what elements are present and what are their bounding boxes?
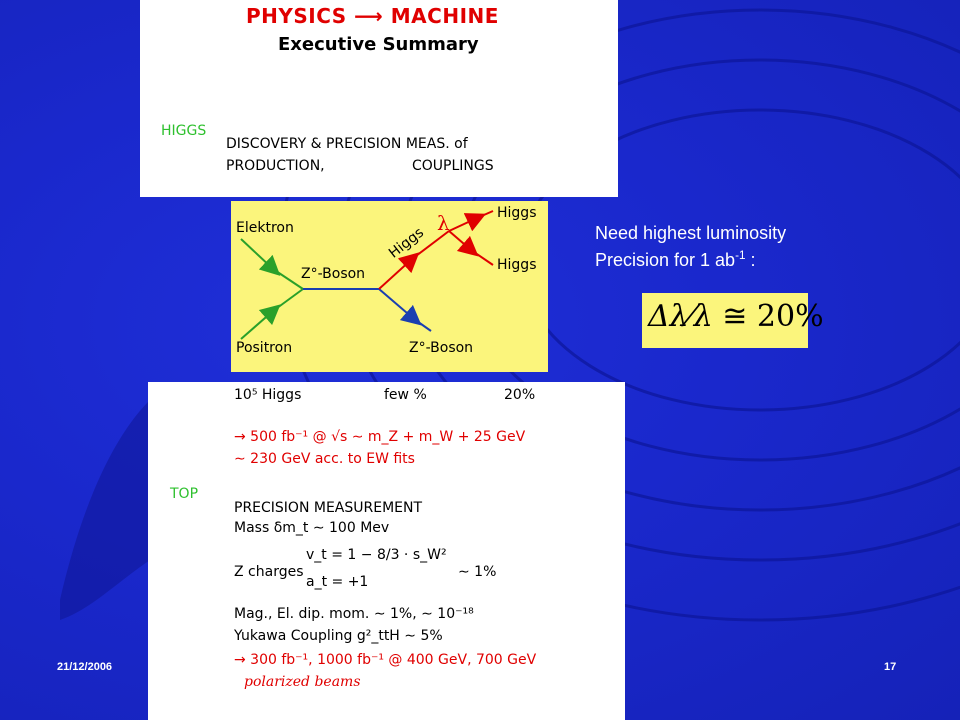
top-quark-panel xyxy=(148,382,625,720)
executive-summary-panel xyxy=(140,0,618,197)
precision-note-sup: -1 xyxy=(735,249,746,262)
precision-note xyxy=(595,249,756,271)
precision-note-text: Precision for 1 ab xyxy=(595,250,736,270)
polarized-beams: polarized beams xyxy=(244,674,361,690)
lambda-label: λ xyxy=(437,211,450,235)
higgs-out-1-label: Higgs xyxy=(497,205,537,221)
higgs-line-1: DISCOVERY & PRECISION MEAS. of xyxy=(226,136,468,152)
higgs-line-2a: PRODUCTION, xyxy=(226,158,325,174)
z-charges-result: ∼ 1% xyxy=(458,564,497,580)
mass-line: Mass δm_t ∼ 100 Mev xyxy=(234,520,390,536)
higgs-label: HIGGS xyxy=(161,123,207,139)
top-label: TOP xyxy=(170,486,199,502)
formula-rhs: ≅ 20% xyxy=(712,299,824,334)
luminosity-note: Need highest luminosity xyxy=(595,223,787,243)
feynman-diagram xyxy=(231,201,548,372)
page-number: 17 xyxy=(884,661,897,673)
v-t-formula: v_t = 1 − 8/3 · s_W² xyxy=(306,547,447,563)
a-t-formula: a_t = +1 xyxy=(306,574,369,590)
elektron-label: Elektron xyxy=(236,220,294,236)
dipole-moment-line: Mag., El. dip. mom. ∼ 1%, ∼ 10⁻¹⁸ xyxy=(234,606,474,622)
z-boson-center-label: Z°-Boson xyxy=(301,266,366,282)
formula-lhs: Δλ⁄λ xyxy=(648,299,713,334)
yukawa-coupling-line: Yukawa Coupling g²_ttH ∼ 5% xyxy=(234,628,443,644)
formula-text xyxy=(648,299,824,334)
footer-date: 21/12/2006 xyxy=(57,661,113,673)
higgs-out-2-label: Higgs xyxy=(497,257,537,273)
higgs-mid-label: Higgs xyxy=(386,224,427,262)
panel-subtitle: Executive Summary xyxy=(278,34,479,55)
luminosity-line-1: → 500 fb⁻¹ @ √s ∼ m_Z + m_W + 25 GeV xyxy=(234,429,526,445)
panel-title: PHYSICS ⟶ MACHINE xyxy=(246,4,499,28)
higgs-line-2b: COUPLINGS xyxy=(412,158,494,174)
precision-formula xyxy=(642,293,824,348)
precision-heading: PRECISION MEASUREMENT xyxy=(234,500,423,516)
z-boson-out-label: Z°-Boson xyxy=(409,340,474,356)
stat-higgs: 10⁵ Higgs xyxy=(234,387,302,403)
z-charges-label: Z charges xyxy=(234,564,304,580)
top-luminosity-line: → 300 fb⁻¹, 1000 fb⁻¹ @ 400 GeV, 700 GeV xyxy=(234,652,537,668)
stat-few: few % xyxy=(384,387,427,403)
positron-label: Positron xyxy=(236,340,293,356)
precision-note-suffix: : xyxy=(745,250,756,270)
luminosity-line-2: ∼ 230 GeV acc. to EW fits xyxy=(234,451,415,467)
stat-20: 20% xyxy=(504,387,536,403)
